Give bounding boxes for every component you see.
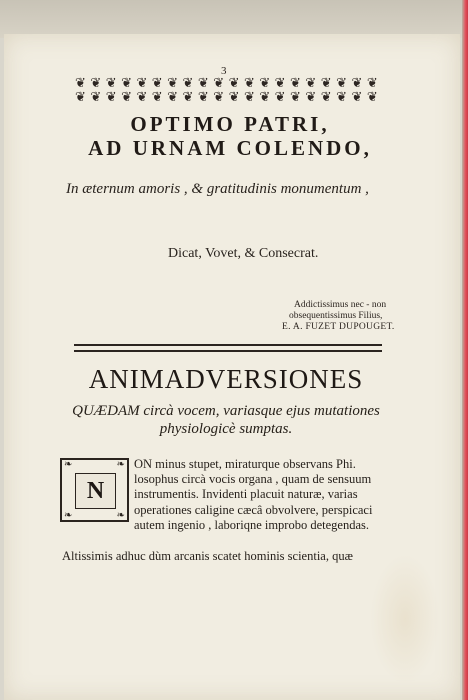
signature-name: E. A. FUZET DUPOUGET. bbox=[282, 322, 395, 332]
paper-stain bbox=[370, 554, 440, 684]
book-edge bbox=[462, 0, 468, 700]
dedication-title-line2: AD URNAM COLENDO, bbox=[88, 136, 372, 160]
page-number: 3 bbox=[221, 65, 227, 77]
signature-line1: Addictissimus nec - non bbox=[294, 300, 387, 310]
ornament-band-bottom bbox=[75, 86, 380, 112]
body-text-line: operationes caligine cæcâ obvolvere, perspicaci bbox=[134, 503, 373, 517]
fleuron-icon bbox=[106, 93, 119, 105]
signature-line2: obsequentissimus Filius, bbox=[289, 311, 383, 321]
vine-ornament-icon: ❧ bbox=[116, 510, 125, 521]
fleuron-icon bbox=[121, 93, 134, 105]
initial-frame bbox=[75, 473, 116, 509]
fleuron-icon bbox=[229, 93, 242, 105]
scan-backdrop bbox=[0, 0, 468, 38]
section-heading: ANIMADVERSIONES bbox=[88, 364, 364, 394]
divider-rule bbox=[74, 350, 382, 352]
fleuron-icon bbox=[321, 93, 334, 105]
vine-ornament-icon: ❧ bbox=[64, 510, 73, 521]
dicat-line: Dicat, Vovet, & Consecrat. bbox=[168, 246, 319, 261]
fleuron-icon bbox=[336, 93, 349, 105]
fleuron-icon bbox=[259, 93, 272, 105]
body-text-line: Altissimis adhuc dùm arcanis scatet hominis scientia, quæ bbox=[62, 549, 353, 563]
fleuron-icon bbox=[367, 93, 380, 105]
initial-letter: N bbox=[86, 477, 105, 504]
section-subtitle-line2: physiologicè sumptas. bbox=[159, 421, 293, 437]
fleuron-icon bbox=[75, 93, 88, 105]
fleuron-icon bbox=[198, 93, 211, 105]
body-text-line: autem ingenio , laboriqne improbo detegendas. bbox=[134, 518, 370, 532]
divider-rule bbox=[74, 344, 382, 346]
fleuron-icon bbox=[213, 93, 226, 105]
vine-ornament-icon: ❧ bbox=[116, 459, 125, 470]
body-text-line: instrumentis. Invidenti placuit naturæ, varias bbox=[134, 487, 358, 501]
fleuron-icon bbox=[305, 93, 318, 105]
fleuron-icon bbox=[90, 93, 103, 105]
fleuron-icon bbox=[275, 93, 288, 105]
fleuron-icon bbox=[152, 93, 165, 105]
fleuron-icon bbox=[167, 93, 180, 105]
section-subtitle-line1: QUÆDAM circà vocem, variasque ejus mutationes bbox=[72, 403, 380, 419]
fleuron-icon bbox=[183, 93, 196, 105]
vine-ornament-icon: ❧ bbox=[64, 459, 73, 470]
fleuron-icon bbox=[290, 93, 303, 105]
body-text-line: losophus circà vocis organa , quam de sensuum bbox=[134, 472, 372, 486]
decorated-initial bbox=[60, 458, 129, 522]
dedication-title-line1: OPTIMO PATRI, bbox=[130, 112, 330, 136]
fleuron-icon bbox=[136, 93, 149, 105]
dedication-text: In æternum amoris , & gratitudinis monumentum , bbox=[66, 181, 369, 197]
body-text-line: ON minus stupet, miraturque observans Phi. bbox=[134, 457, 356, 471]
fleuron-icon bbox=[351, 93, 364, 105]
fleuron-icon bbox=[244, 93, 257, 105]
